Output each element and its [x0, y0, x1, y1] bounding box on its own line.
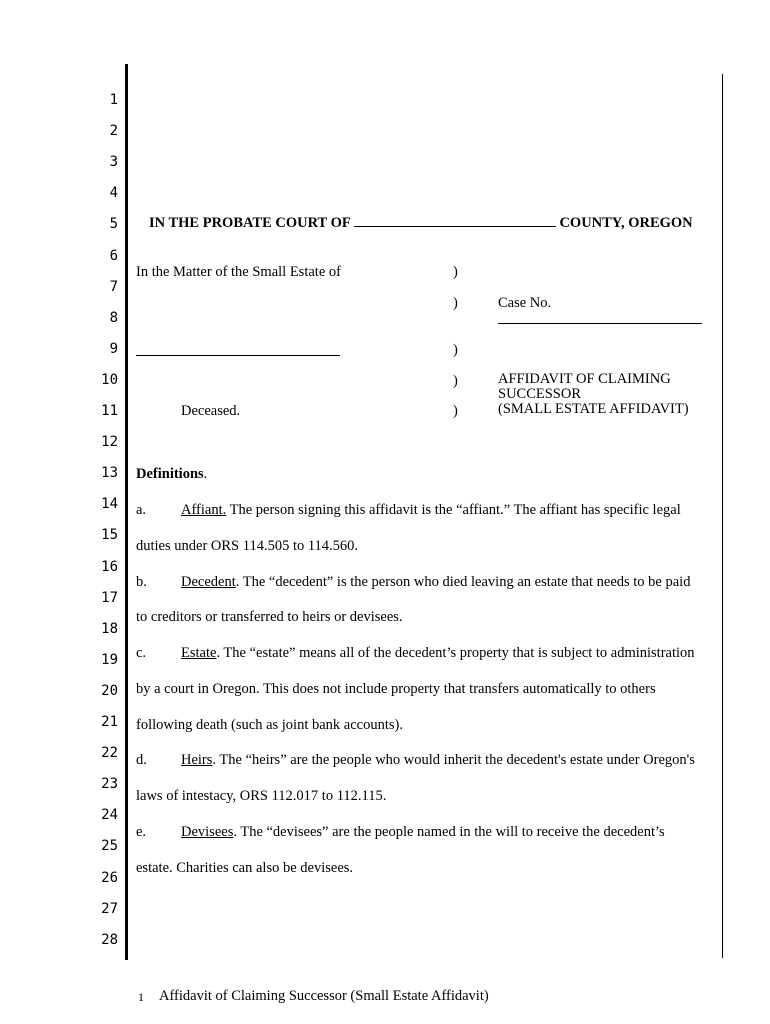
definition-text: . The “decedent” is the person who died leaving an estate that needs to be paid — [235, 573, 691, 590]
line-number: 21 — [101, 714, 118, 730]
line-number: 1 — [109, 92, 118, 108]
right-margin-rule — [722, 74, 723, 958]
definition-letter: c. — [136, 645, 147, 661]
caption-paren: ) — [453, 264, 458, 280]
line-number: 12 — [101, 434, 118, 451]
line-number: 13 — [101, 465, 118, 482]
line-number: 14 — [101, 496, 118, 513]
line-number: 23 — [101, 776, 118, 793]
county-blank[interactable] — [354, 214, 556, 227]
definition-text: . The “devisees” are the people named in the will to receive the decedent’s — [233, 823, 665, 840]
court-heading — [149, 214, 693, 232]
document-title — [498, 372, 689, 417]
definition-first-line — [181, 502, 681, 519]
definition-letter: b. — [136, 573, 147, 590]
definition-continuation: following death (such as joint bank accounts). — [136, 716, 403, 733]
title-line: SUCCESSOR — [498, 386, 582, 402]
matter-text: In the Matter of the Small Estate of — [136, 264, 341, 280]
line-number: 6 — [109, 247, 118, 264]
definition-letter: a. — [136, 502, 147, 518]
line-number: 19 — [101, 651, 118, 668]
definition-continuation: laws of intestacy, ORS 112.017 to 112.115. — [136, 788, 387, 804]
title-line: AFFIDAVIT OF CLAIMING — [498, 371, 671, 387]
caption-paren: ) — [453, 373, 458, 389]
line-number: 7 — [109, 278, 118, 295]
definition-first-line — [181, 645, 695, 662]
definition-term: Devisees — [181, 823, 234, 840]
line-number: 25 — [101, 838, 118, 855]
line-number: 24 — [101, 807, 118, 824]
line-number: 9 — [109, 340, 118, 357]
definition-term: Estate — [181, 645, 217, 661]
footer-page-number: 1 — [138, 990, 144, 1004]
definition-first-line — [181, 574, 690, 591]
definition-text: . The “estate” means all of the decedent’s property that is subject to administration — [216, 645, 695, 661]
line-number: 10 — [101, 371, 118, 388]
title-line: (SMALL ESTATE AFFIDAVIT) — [498, 401, 689, 417]
line-number: 3 — [109, 154, 118, 171]
left-margin-rule — [125, 64, 128, 960]
line-number: 17 — [101, 589, 118, 606]
line-number: 18 — [101, 620, 118, 637]
definition-continuation: by a court in Oregon. This does not include property that transfers automatically to others — [136, 680, 656, 697]
line-number: 27 — [101, 900, 118, 917]
caption-paren: ) — [453, 403, 458, 419]
heading-text: Definitions — [136, 466, 204, 482]
definition-text: The person signing this affidavit is the “affiant.” The affiant has specific legal — [226, 502, 681, 518]
definition-term: Heirs — [181, 752, 213, 769]
line-number: 11 — [101, 403, 118, 419]
definition-first-line — [181, 752, 695, 769]
definitions-heading — [136, 466, 207, 483]
definition-continuation: to creditors or transferred to heirs or devisees. — [136, 609, 403, 626]
decedent-name-blank[interactable] — [136, 355, 340, 356]
definition-continuation: estate. Charities can also be devisees. — [136, 859, 354, 876]
definition-continuation: duties under ORS 114.505 to 114.560. — [136, 537, 359, 554]
definition-text: . The “heirs” are the people who would inherit the decedent's estate under Oregon's — [212, 752, 695, 769]
court-prefix: IN THE PROBATE COURT OF — [149, 215, 351, 231]
definition-letter: d. — [136, 752, 147, 769]
caption-paren: ) — [453, 295, 458, 311]
line-number: 4 — [109, 185, 118, 202]
definition-first-line — [181, 824, 665, 841]
definition-term: Decedent — [181, 573, 236, 590]
case-no-blank[interactable] — [498, 323, 702, 324]
case-no-label: Case No. — [498, 295, 552, 311]
line-number: 15 — [101, 527, 118, 544]
line-number: 5 — [109, 216, 118, 233]
definition-letter: e. — [136, 823, 147, 840]
heading-punct: . — [203, 466, 208, 482]
line-number: 20 — [101, 682, 118, 699]
line-number: 26 — [101, 869, 118, 886]
court-suffix: COUNTY, OREGON — [559, 215, 693, 231]
line-number: 2 — [109, 123, 118, 140]
caption-paren: ) — [453, 342, 458, 358]
definition-term: Affiant. — [181, 502, 227, 518]
line-number: 22 — [101, 745, 118, 762]
line-number: 28 — [101, 931, 118, 948]
line-number: 8 — [109, 309, 118, 326]
deceased-label: Deceased. — [181, 403, 241, 419]
footer-title: Affidavit of Claiming Successor (Small Estate Affidavit) — [159, 988, 489, 1004]
line-number: 16 — [101, 558, 118, 575]
